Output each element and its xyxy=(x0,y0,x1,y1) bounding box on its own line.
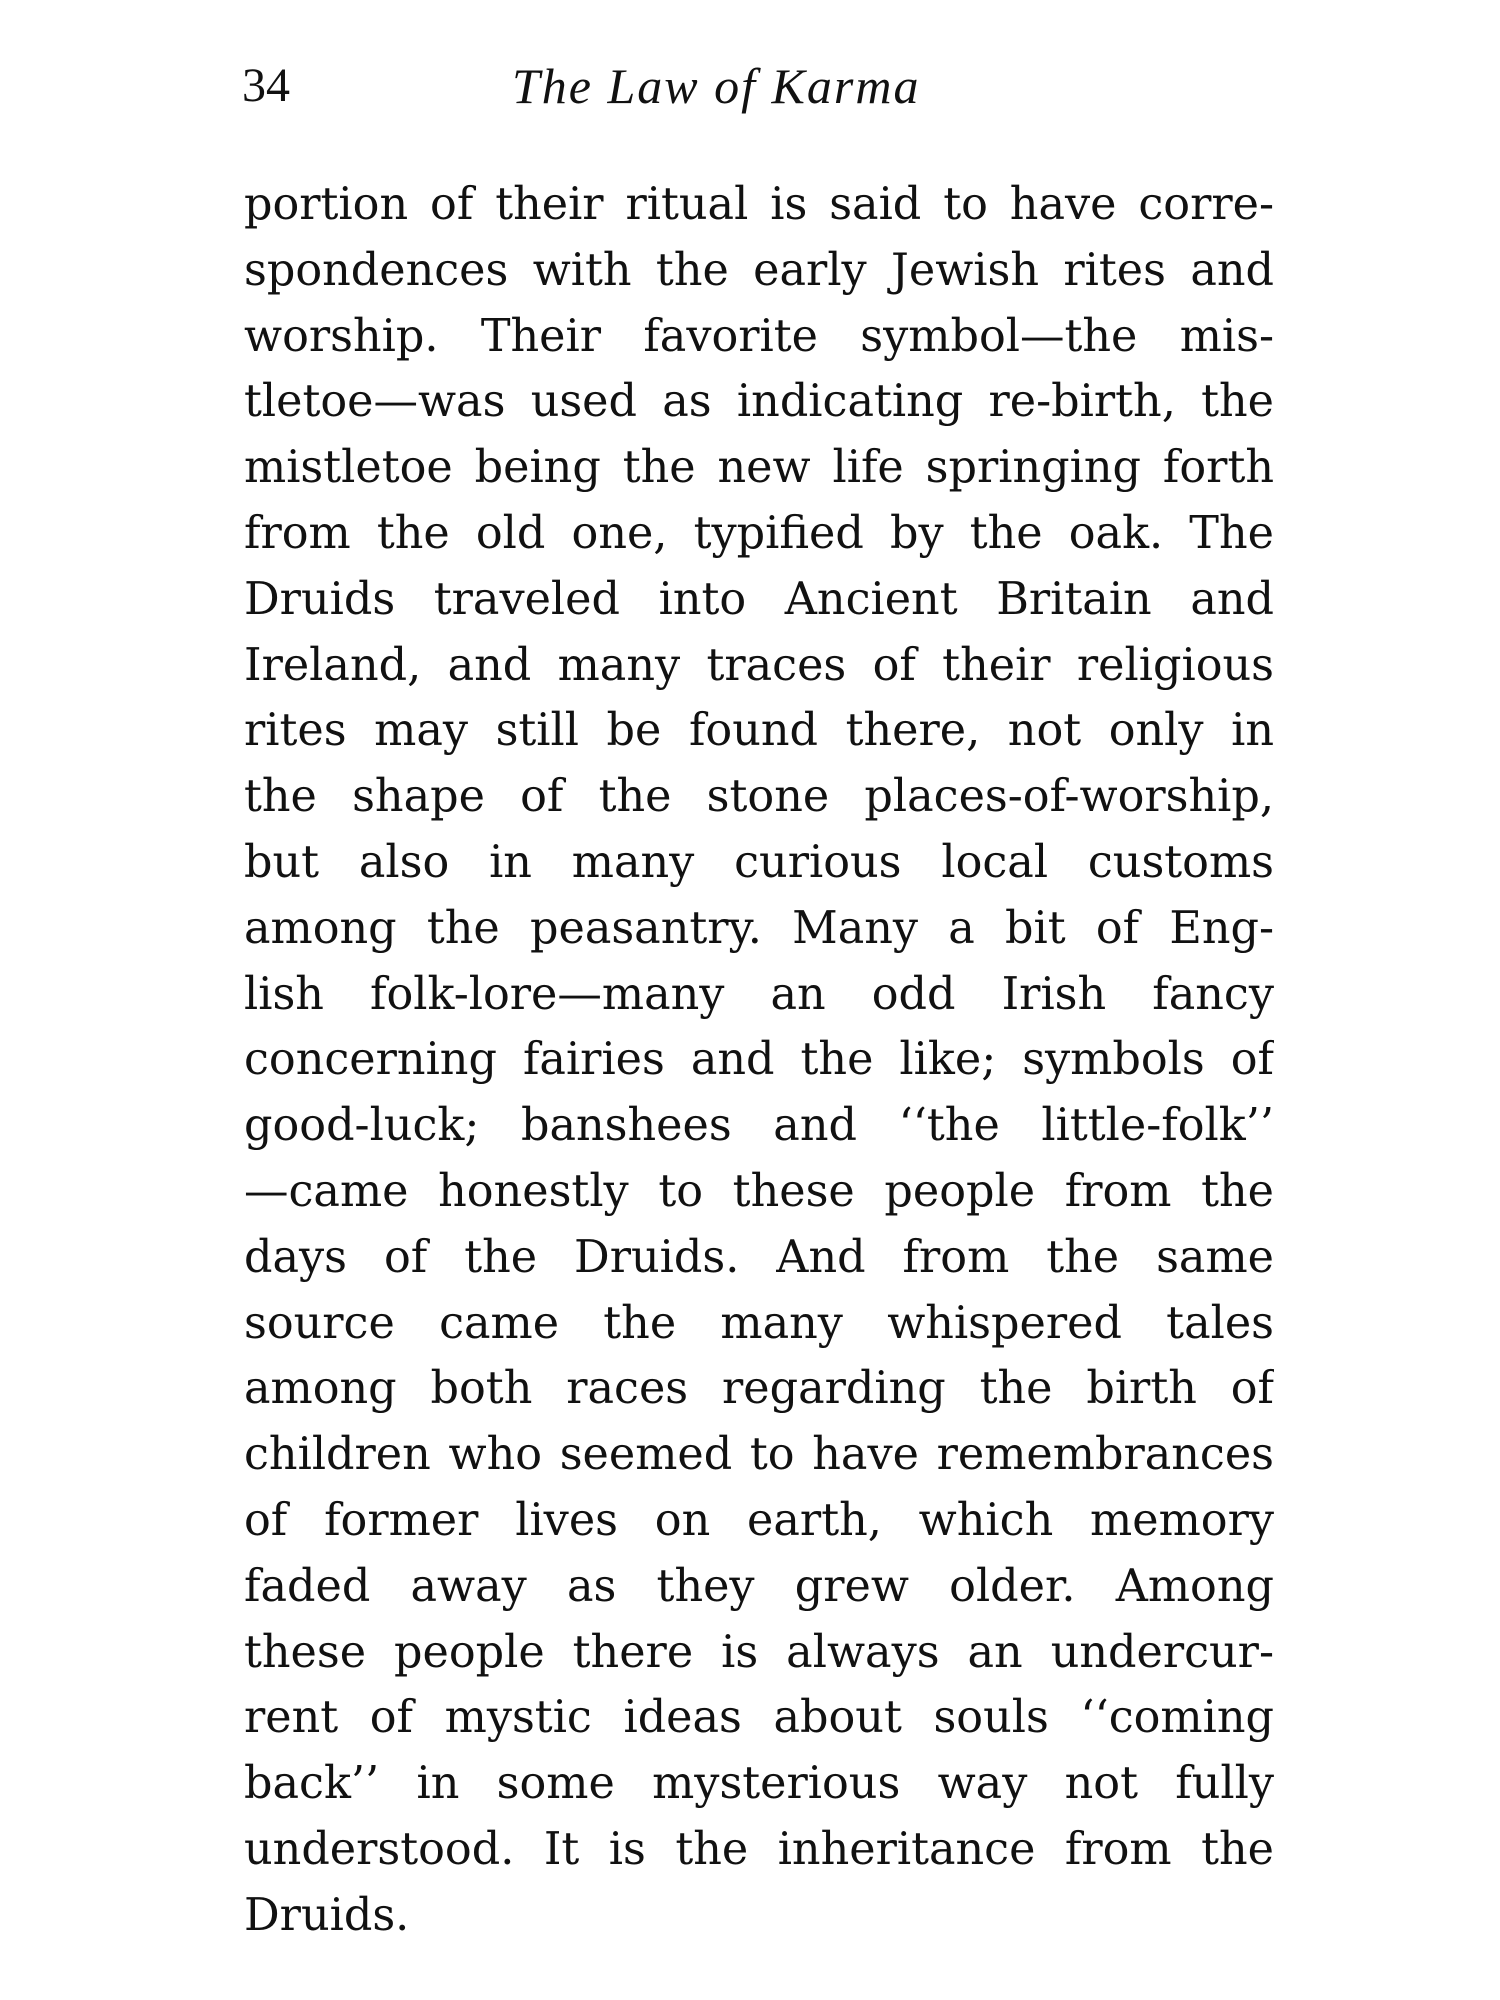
text-line: tletoe—was used as indicating re-birth, the xyxy=(244,376,1274,428)
text-line: of former lives on earth, which memory xyxy=(244,1494,1274,1546)
text-line: these people there is always an undercur- xyxy=(244,1626,1274,1678)
text-line: faded away as they grew older. Among xyxy=(244,1560,1274,1612)
text-line: days of the Druids. And from the same xyxy=(244,1231,1274,1283)
text-line: rent of mystic ideas about souls ‘‘coming xyxy=(244,1692,1274,1744)
text-line: Druids traveled into Ancient Britain and xyxy=(244,573,1274,625)
text-line: worship. Their favorite symbol—the mis- xyxy=(244,310,1274,362)
text-line: Ireland, and many traces of their religious xyxy=(244,639,1274,691)
running-title: The Law of Karma xyxy=(512,58,921,114)
text-line: lish folk-lore—many an odd Irish fancy xyxy=(244,968,1274,1020)
page-header xyxy=(242,50,1272,120)
page-number: 34 xyxy=(242,59,290,112)
text-line: spondences with the early Jewish rites and xyxy=(244,244,1274,296)
text-line: among both races regarding the birth of xyxy=(244,1363,1274,1415)
text-line: concerning fairies and the like; symbols of xyxy=(244,1034,1274,1086)
text-line: good-luck; banshees and ‘‘the little-folk’’ xyxy=(244,1100,1274,1152)
text-line: the shape of the stone places-of-worship, xyxy=(244,771,1274,823)
text-line: back’’ in some mysterious way not fully xyxy=(244,1758,1274,1810)
text-line: children who seemed to have remembrances xyxy=(244,1429,1274,1481)
text-line: source came the many whispered tales xyxy=(244,1297,1274,1349)
text-line: from the old one, typified by the oak. The xyxy=(244,507,1274,559)
text-line-last: Druids. xyxy=(244,1889,410,1941)
text-line: mistletoe being the new life springing forth xyxy=(244,442,1274,494)
text-line: among the peasantry. Many a bit of Eng- xyxy=(244,902,1274,954)
text-line: rites may still be found there, not only in xyxy=(244,705,1274,757)
text-line: understood. It is the inheritance from the xyxy=(244,1823,1274,1875)
body-paragraph xyxy=(244,172,1274,1949)
text-line: but also in many curious local customs xyxy=(244,836,1274,888)
text-line: portion of their ritual is said to have corre- xyxy=(244,179,1274,230)
text-line: —came honestly to these people from the xyxy=(244,1165,1274,1217)
